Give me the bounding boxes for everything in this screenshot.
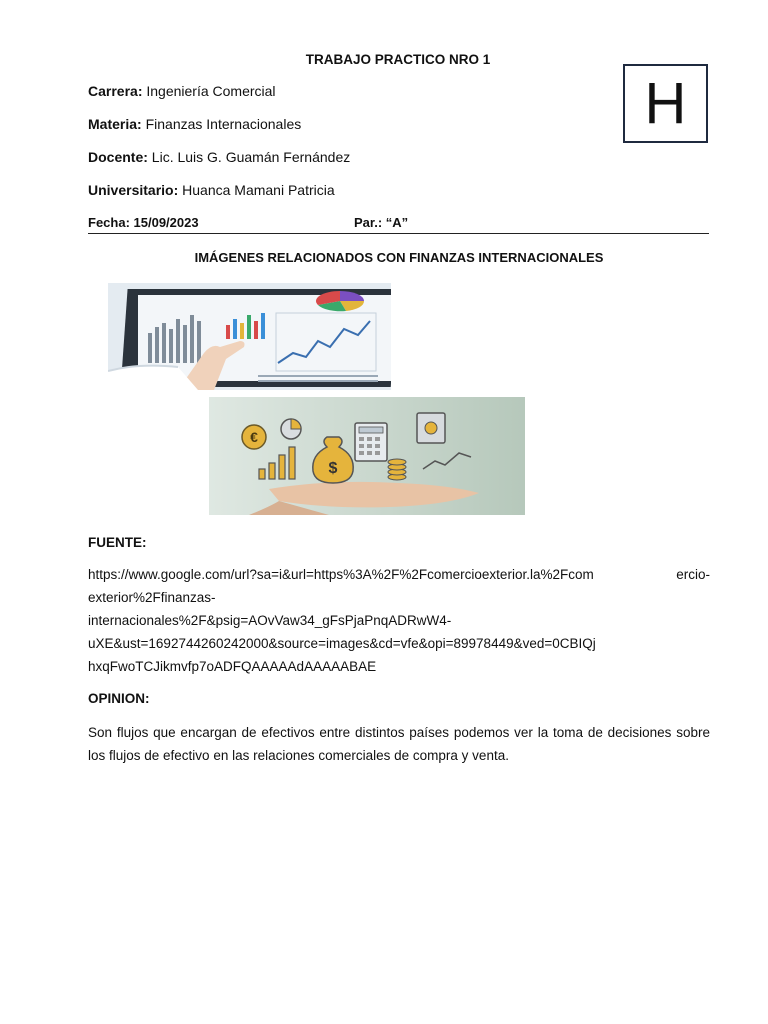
universitario-value: Huanca Mamani Patricia (182, 182, 335, 198)
materia-value: Finanzas Internacionales (145, 116, 302, 132)
source-url-line-4: hxqFwoTCJikmvfp7oADFQAAAAAdAAAAABAE (88, 659, 377, 674)
source-label: FUENTE: (88, 535, 147, 550)
opinion-text: Son flujos que encargan de efectivos entre distintos países podemos ver la toma de decisiones sobre los flujos de efectivo en las relaciones comerciales de compra y venta. (88, 725, 710, 763)
finance-icons-illustration (209, 397, 525, 515)
finance-dashboard-icon (108, 283, 391, 390)
opinion-label: OPINION: (88, 691, 150, 706)
logo-letter: H (644, 70, 687, 136)
field-carrera (88, 83, 276, 99)
fecha-text: Fecha: 15/09/2023 (88, 215, 199, 230)
dashboard-illustration (108, 283, 391, 390)
source-url-line-3: uXE&ust=1692744260242000&source=images&cd=vfe&opi=89978449&ved=0CBIQj (88, 636, 596, 651)
paralelo-text: Par.: “A” (354, 215, 409, 230)
logo-box (623, 64, 708, 143)
docente-value: Lic. Luis G. Guamán Fernández (151, 149, 351, 165)
fecha-row (88, 215, 709, 234)
finance-icons-hand-icon (209, 397, 525, 515)
dollar-symbol: $ (328, 460, 338, 477)
field-docente (88, 149, 350, 165)
carrera-label: Carrera: (88, 83, 143, 99)
document-title: TRABAJO PRACTICO NRO 1 (305, 52, 491, 67)
field-universitario (88, 182, 335, 198)
euro-symbol: € (250, 429, 258, 445)
docente-label: Docente: (88, 149, 148, 165)
section-title: IMÁGENES RELACIONADOS CON FINANZAS INTERNACIONALES (194, 250, 604, 265)
source-url-line-2: internacionales%2F&psig=AOvVaw34_gFsPjaPnqADRwW4- (88, 613, 452, 628)
materia-label: Materia: (88, 116, 142, 132)
universitario-label: Universitario: (88, 182, 179, 198)
carrera-value: Ingeniería Comercial (146, 83, 276, 99)
field-materia (88, 116, 301, 132)
source-url (88, 563, 710, 678)
source-url-line-1: https://www.google.com/url?sa=i&url=https%3A%2F%2Fcomercioexterior.la%2Fcom ercio-exterior%2Ffinanzas- (88, 567, 710, 605)
